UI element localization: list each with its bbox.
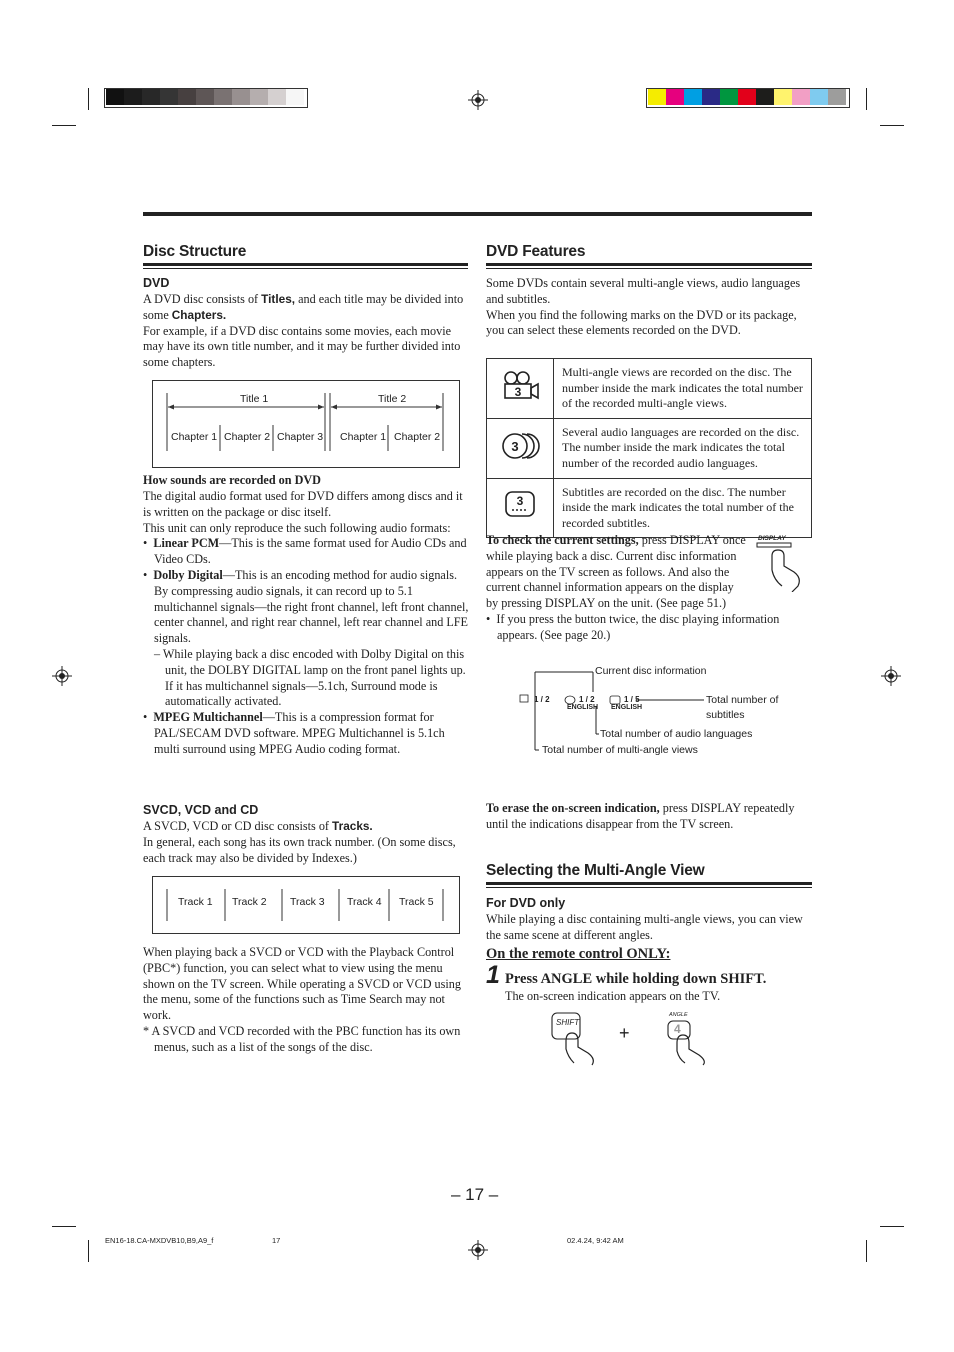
shift-label: SHIFT	[556, 1018, 580, 1027]
calibration-swatch	[720, 89, 738, 105]
svg-text:3: 3	[514, 384, 522, 399]
track-label: Track 1	[178, 896, 213, 908]
calibration-swatch	[250, 89, 268, 105]
step-subtext: The on-screen indication appears on the TV.	[505, 989, 721, 1003]
display-button-label: DISPLAY	[758, 535, 786, 542]
title-label: Title 2	[375, 393, 409, 405]
format-item: • Dolby Digital—This is an encoding method for audio signals. By compressing audio signals, it can record up to 5.1 multichannel signals—the right front channel, left front channel, center channel, and right rear channel, left rear channel and LFE signals.	[143, 567, 469, 646]
registration-mark-icon	[468, 1240, 488, 1260]
title-label: Title 1	[237, 393, 271, 405]
calibration-swatch	[106, 89, 124, 105]
crop-mark	[52, 1226, 76, 1227]
chapter-label: Chapter 1	[340, 431, 387, 443]
calibration-swatch	[648, 89, 666, 105]
audio-languages-description: Several audio languages are recorded on the disc. The number inside the mark indicates the total number of the recorded audio languages.	[554, 418, 812, 478]
dvd-features-title: DVD Features	[486, 243, 586, 260]
svcd-heading: SVCD, VCD and CD	[143, 803, 259, 817]
total-audio-label: Total number of audio languages	[600, 728, 753, 740]
calibration-swatch	[214, 89, 232, 105]
angle-button-illustration	[663, 1011, 719, 1067]
section-rule-thin	[486, 268, 812, 269]
calibration-swatch	[232, 89, 250, 105]
multi-angle-paragraph: While playing a disc containing multi-angle views, you can view the same scene at different angles.	[486, 912, 803, 942]
crop-mark	[88, 88, 89, 110]
calibration-swatch	[160, 89, 178, 105]
pbc-note: * A SVCD and VCD recorded with the PBC function has its own menus, such as a list of the songs of the disc.	[143, 1023, 461, 1054]
section-rule	[486, 882, 812, 885]
page-number: – 17 –	[451, 1185, 499, 1204]
chapter-label: Chapter 3	[277, 431, 324, 443]
calibration-swatch	[828, 89, 846, 105]
osd-subtitle-language: ENGLISH	[611, 704, 643, 711]
check-settings-paragraph: To check the current settings, press DISPLAY once while playing back a disc. Current disc information appears on the TV screen as follows. And also the current channel information appears on the display by pressing DISPLAY on the unit. (See page 51.) • If you press the button twice, the disc playing information appears. (See page 20.)	[486, 533, 812, 644]
feature-marks-table	[486, 358, 812, 538]
display-button-illustration	[754, 534, 812, 592]
total-subtitles-label: Total number of subtitles	[706, 694, 779, 721]
multi-angle-camera-icon	[500, 369, 540, 403]
calibration-swatch	[810, 89, 828, 105]
section-rule	[143, 263, 468, 266]
calibration-swatch	[684, 89, 702, 105]
crop-mark	[866, 88, 867, 110]
tracks-diagram	[152, 876, 460, 934]
calibration-swatch	[268, 89, 286, 105]
plus-sign: +	[619, 1023, 630, 1043]
table-row	[487, 478, 812, 538]
total-angles-label: Total number of multi-angle views	[542, 744, 698, 756]
crop-mark	[866, 1240, 867, 1262]
section-rule-thin	[486, 887, 812, 888]
footer-timestamp: 02.4.24, 9:42 AM	[567, 1236, 624, 1245]
crop-mark	[52, 125, 76, 126]
calibration-swatch	[756, 89, 774, 105]
shift-button-illustration	[550, 1011, 606, 1067]
chapter-label: Chapter 2	[394, 431, 441, 443]
track-label: Track 3	[290, 896, 325, 908]
remote-only-label: On the remote control ONLY:	[486, 946, 671, 962]
dolby-note: – While playing back a disc encoded with Dolby Digital on this unit, the DOLBY DIGITAL lamp on the front panel lights up. If it has multichannel signals—5.1ch, Surround mode is automatically activated.	[154, 646, 466, 709]
osd-audio-value: 1 / 2	[579, 695, 595, 704]
calibration-swatch	[178, 89, 196, 105]
calibration-swatch	[142, 89, 160, 105]
osd-audio-language: ENGLISH	[567, 704, 599, 711]
registration-mark-icon	[468, 90, 488, 110]
calibration-swatch	[666, 89, 684, 105]
title-chapter-diagram	[152, 380, 460, 468]
step-number: 1	[486, 961, 500, 989]
chapter-label: Chapter 1	[171, 431, 218, 443]
dvd-paragraph: A DVD disc consists of Titles, and each title may be divided into some Chapters. For example, if a DVD disc contains some movies, each movie may have its own title number, and it may be further divided into some chapters.	[143, 292, 464, 370]
crop-mark	[88, 1240, 89, 1262]
subtitles-icon	[500, 489, 540, 521]
table-row	[487, 418, 812, 478]
pbc-paragraph: When playing back a SVCD or VCD with the Playback Control (PBC*) function, you can select what to view using the menu shown on the TV screen. While operating a SVCD or VCD using the menu, some of the functions such as Time Search may not work. * A SVCD and VCD recorded with the PBC function has its own menus, such as a list of the songs of the disc.	[143, 945, 467, 1056]
osd-subtitle-value: 1 / 5	[624, 695, 640, 704]
svcd-paragraph: A SVCD, VCD or CD disc consists of Tracks. In general, each song has its own track number. (On some discs, each track may also be divided by Indexes.)	[143, 819, 456, 865]
calibration-swatch	[738, 89, 756, 105]
track-label: Track 4	[347, 896, 382, 908]
table-row	[487, 359, 812, 419]
section-rule-thin	[143, 268, 468, 269]
sounds-heading: How sounds are recorded on DVD	[143, 473, 321, 487]
angle-label: ANGLE	[669, 1012, 688, 1018]
multi-angle-description: Multi-angle views are recorded on the disc. The number inside the mark indicates the total number of the recorded multi-angle views.	[554, 359, 812, 419]
page-top-rule	[143, 212, 812, 216]
section-rule	[486, 263, 812, 266]
current-disc-info-label: Current disc information	[595, 665, 707, 677]
osd-diagram	[486, 662, 812, 762]
calibration-swatch	[702, 89, 720, 105]
sounds-paragraph: The digital audio format used for DVD differs among discs and it is written on the package or disc itself. This unit can only reproduce the such following audio formats: • Linear PCM—This is the same format used for Audio CDs and Video CDs. • Dolby Digital—This is an encoding method for audio signals. By compressing audio signals, it can record up to 5.1 multichannel signals—the right front channel, left front channel, center channel, and right rear channel, left rear channel and LFE signals. – While playing back a disc encoded with Dolby Digital on this unit, the DOLBY DIGITAL lamp on the front panel lights up. If it has multichannel signals—5.1ch, Surround mode is automatically activated. • MPEG Multichannel—This is a compression format for PAL/SECAM DVD software. MPEG Multichannel is 5.1ch multi surround using MPEG Audio coding format.	[143, 489, 469, 756]
chapter-label: Chapter 2	[224, 431, 271, 443]
calibration-swatch	[196, 89, 214, 105]
registration-mark-icon	[52, 666, 72, 686]
svg-text:3: 3	[516, 494, 524, 509]
registration-mark-icon	[881, 666, 901, 686]
footer-page: 17	[272, 1236, 281, 1245]
track-label: Track 2	[232, 896, 267, 908]
step-instruction: Press ANGLE while holding down SHIFT.	[505, 971, 767, 987]
subtitles-description: Subtitles are recorded on the disc. The number inside the mark indicates the total number of the recorded subtitles.	[554, 478, 812, 538]
multi-angle-title: Selecting the Multi-Angle View	[486, 862, 705, 879]
svg-text:3: 3	[511, 438, 519, 454]
calibration-swatch	[286, 89, 304, 105]
disc-structure-title: Disc Structure	[143, 243, 247, 260]
features-intro: Some DVDs contain several multi-angle views, audio languages and subtitles. When you find the following marks on the DVD or its package, you can select these elements recorded on the DVD.	[486, 276, 801, 338]
calibration-swatch	[124, 89, 142, 105]
track-label: Track 5	[399, 896, 434, 908]
angle-number: 4	[674, 1022, 681, 1036]
calibration-swatch	[792, 89, 810, 105]
for-dvd-only: For DVD only	[486, 896, 566, 910]
calibration-swatch	[774, 89, 792, 105]
audio-languages-icon	[500, 431, 540, 461]
crop-mark	[880, 1226, 904, 1227]
format-item: • MPEG Multichannel—This is a compression format for PAL/SECAM DVD software. MPEG Multichannel is 5.1ch multi surround using MPEG Audio coding format.	[143, 710, 445, 756]
format-item: • Linear PCM—This is the same format used for Audio CDs and Video CDs.	[143, 536, 467, 567]
twice-note: • If you press the button twice, the disc playing information appears. (See page 20.)	[486, 611, 780, 642]
osd-angle-value: 1 / 2	[534, 695, 550, 704]
crop-mark	[880, 125, 904, 126]
footer-file: EN16-18.CA-MXDVB10,B9,A9_f	[105, 1236, 214, 1245]
erase-paragraph: To erase the on-screen indication, press DISPLAY repeatedly until the indications disappear from the TV screen.	[486, 801, 795, 831]
dvd-heading: DVD	[143, 276, 170, 290]
